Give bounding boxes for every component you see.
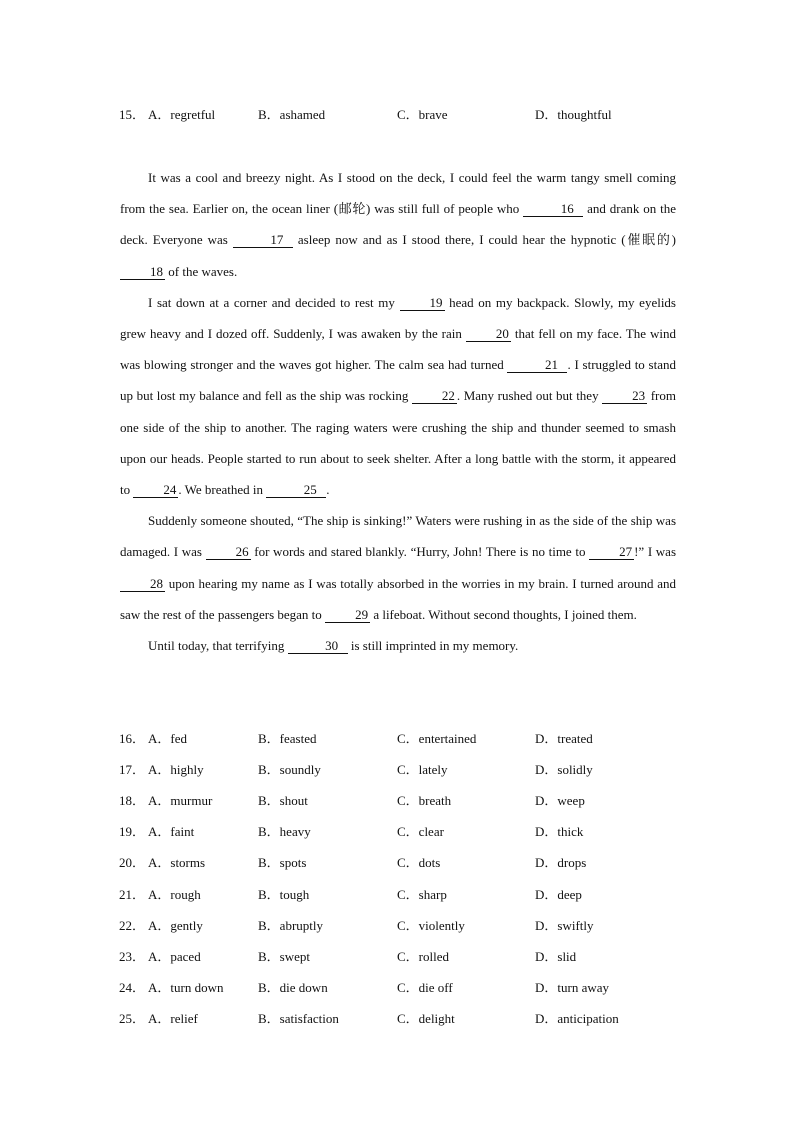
question-row	[119, 759, 739, 779]
option-a: A．paced	[148, 949, 201, 964]
option-a: A．murmur	[148, 793, 213, 808]
question-number: 17．	[119, 762, 146, 777]
blank-23: 23	[602, 388, 647, 404]
option-b: B．shout	[258, 793, 308, 808]
blank-17: 17	[233, 232, 293, 248]
blank-19: 19	[400, 295, 445, 311]
question-row	[119, 915, 739, 935]
passage-paragraph-2: I sat down at a corner and decided to rest my 19 head on my backpack. Slowly, my eyelids grew heavy and I dozed off. Suddenly, I was awaken by the rain 20 that fell on my face. The wind was blowing stronger and the waves got higher. The calm sea had turned 21 . I struggled to stand up but lost my balance and fell as the ship was rocking 22 . Many rushed out but they 23 from one side of the ship to another. The raging waters were crushing the ship and thunder seemed to smash upon our heads. People started to run about to seek shelter. After a long battle with the storm, it appeared to 24 . We breathed in 25 .	[120, 294, 676, 498]
option-c: C．breath	[397, 793, 452, 808]
blank-24: 24	[133, 482, 178, 498]
option-c: C．dots	[397, 855, 441, 870]
question-number: 20．	[119, 855, 146, 870]
option-a: A．gently	[148, 918, 203, 933]
question-row	[119, 977, 739, 997]
passage-paragraph-3: Suddenly someone shouted, “The ship is sinking!” Waters were rushing in as the side of the ship was damaged. I was 26 for words and stared blankly. “Hurry, John! There is no time to 27 !” I was 28 upon hearing my name as I was totally absorbed in the worries in my brain. I turned around and saw the rest of the passengers began to 29 a lifeboat. Without second thoughts, I joined them.	[120, 513, 677, 622]
option-d: D．solidly	[535, 762, 593, 777]
option-d: D．thoughtful	[535, 107, 612, 122]
option-b: B．spots	[258, 855, 307, 870]
question-number: 23．	[119, 949, 146, 964]
option-a: A．faint	[148, 824, 195, 839]
question-number: 16．	[119, 731, 146, 746]
question-row	[119, 1008, 739, 1028]
option-c: C．sharp	[397, 887, 447, 902]
option-c: C．entertained	[397, 731, 477, 746]
option-d: D．swiftly	[535, 918, 594, 933]
blank-18: 18	[120, 264, 165, 280]
option-c: C．rolled	[397, 949, 449, 964]
option-c: C．violently	[397, 918, 465, 933]
option-a: A．rough	[148, 887, 201, 902]
option-d: D．weep	[535, 793, 585, 808]
blank-27: 27	[589, 544, 634, 560]
question-row	[119, 852, 739, 872]
blank-22: 22	[412, 388, 457, 404]
question-number: 25．	[119, 1011, 146, 1026]
question-number: 19．	[119, 824, 146, 839]
blank-26: 26	[206, 544, 251, 560]
question-number: 24．	[119, 980, 146, 995]
blank-25: 25	[266, 482, 326, 498]
question-row	[119, 946, 739, 966]
option-c: C．brave	[397, 107, 448, 122]
passage-paragraph-1: It was a cool and breezy night. As I stood on the deck, I could feel the warm tangy smell coming from the sea. Earlier on, the ocean liner (邮轮) was still full of people who 16 and drank on the deck. Everyone was 17 asleep now and as I stood there, I could hear the hypnotic (催眠的) 18 of the waves.	[120, 170, 676, 279]
option-c: C．die off	[397, 980, 453, 995]
option-a: A．highly	[148, 762, 204, 777]
blank-21: 21	[507, 357, 567, 373]
option-d: D．anticipation	[535, 1011, 619, 1026]
option-d: D．treated	[535, 731, 593, 746]
option-d: D．slid	[535, 949, 577, 964]
blank-30: 30	[288, 638, 348, 654]
blank-16: 16	[523, 201, 583, 217]
question-number: 22．	[119, 918, 146, 933]
option-d: D．thick	[535, 824, 584, 839]
question-row	[119, 790, 739, 810]
option-b: B．die down	[258, 980, 328, 995]
passage-paragraph-4: Until today, that terrifying 30 is still imprinted in my memory.	[148, 638, 519, 654]
option-a: A．regretful	[148, 107, 216, 122]
option-c: C．clear	[397, 824, 444, 839]
option-d: D．turn away	[535, 980, 610, 995]
question-number: 15．	[119, 107, 146, 122]
option-a: A．relief	[148, 1011, 198, 1026]
question-number: 18．	[119, 793, 146, 808]
blank-29: 29	[325, 607, 370, 623]
blank-20: 20	[466, 326, 511, 342]
option-c: C．lately	[397, 762, 448, 777]
blank-28: 28	[120, 576, 165, 592]
option-d: D．deep	[535, 887, 582, 902]
option-b: B．satisfaction	[258, 1011, 339, 1026]
option-a: A．fed	[148, 731, 187, 746]
option-b: B．feasted	[258, 731, 317, 746]
option-d: D．drops	[535, 855, 587, 870]
option-b: B．tough	[258, 887, 310, 902]
question-row	[119, 728, 739, 748]
option-c: C．delight	[397, 1011, 455, 1026]
option-a: A．turn down	[148, 980, 224, 995]
option-b: B．heavy	[258, 824, 311, 839]
cloze-passage	[120, 162, 676, 661]
option-b: B．swept	[258, 949, 311, 964]
question-15-row	[119, 104, 739, 124]
question-row	[119, 884, 739, 904]
option-b: B．soundly	[258, 762, 321, 777]
option-b: B．ashamed	[258, 107, 326, 122]
question-number: 21．	[119, 887, 146, 902]
option-b: B．abruptly	[258, 918, 323, 933]
option-a: A．storms	[148, 855, 206, 870]
question-row	[119, 821, 739, 841]
